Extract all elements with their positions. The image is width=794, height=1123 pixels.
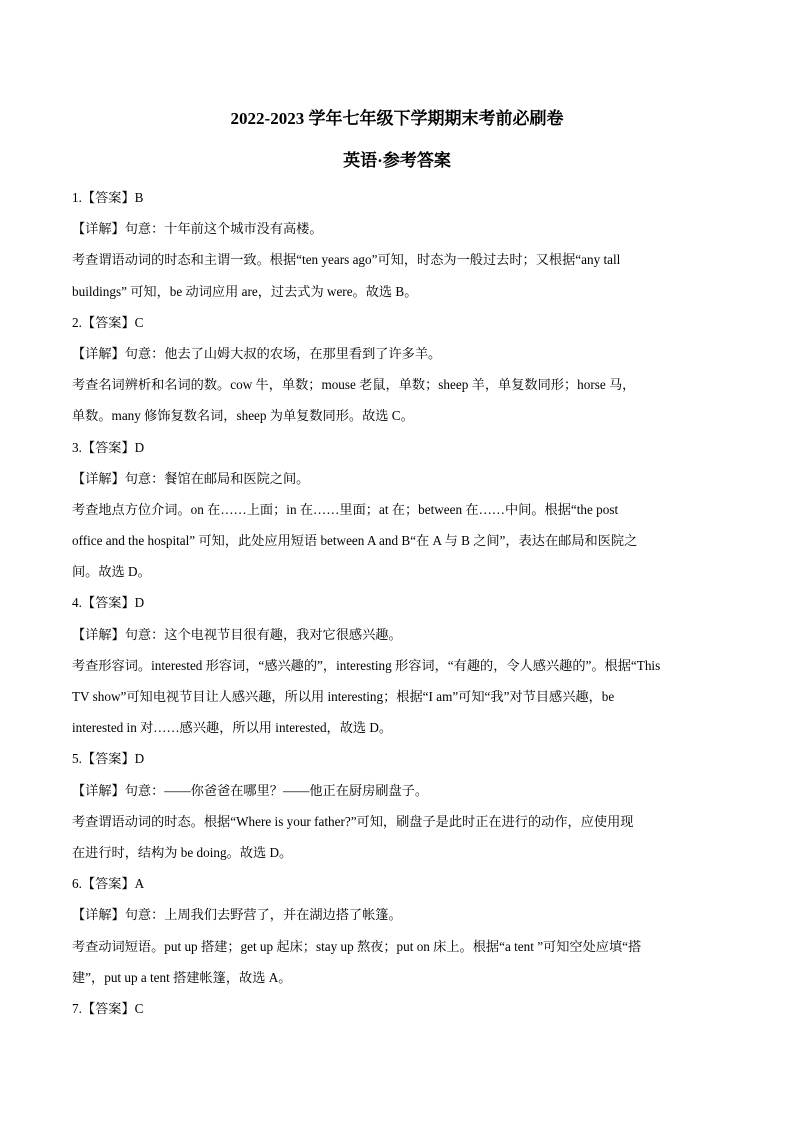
explanation-line: 间。故选 D。	[72, 564, 151, 580]
answer-heading: 3.【答案】D	[72, 439, 145, 455]
answer-heading: 1.【答案】B	[72, 190, 144, 205]
explanation-line: 考查形容词。interested 形容词，“感兴趣的”，interesting 形容词，“有趣的，令人感兴趣的”。根据“This	[72, 657, 661, 673]
explanation-line: 在进行时，结构为 be doing。故选 D。	[72, 844, 293, 860]
document-subtitle: 英语·参考答案	[343, 151, 451, 170]
explanation-line: interested in 对……感兴趣，所以用 interested，故选 D。	[72, 720, 393, 736]
detail-line: 【详解】句意：他去了山姆大叔的农场，在那里看到了许多羊。	[72, 345, 442, 361]
explanation-line: 考查地点方位介词。on 在……上面；in 在……里面；at 在；between 在……中间。根据“the post	[72, 501, 619, 517]
answer-heading: 6.【答案】A	[72, 876, 145, 892]
detail-line: 【详解】句意：——你爸爸在哪里？——他正在厨房刷盘子。	[72, 782, 429, 798]
explanation-line: buildings” 可知，be 动词应用 are，过去式为 were。故选 B。	[72, 283, 418, 299]
explanation-line: 考查谓语动词的时态和主谓一致。根据“ten years ago”可知，时态为一般过去时；又根据“any tall	[72, 252, 621, 268]
answer-heading: 5.【答案】D	[72, 751, 145, 767]
explanation-line: 考查动词短语。put up 搭建；get up 起床；stay up 熬夜；put on 床上。根据“a tent ”可知空处应填“搭	[72, 938, 642, 954]
explanation-line: 考查名词辨析和名词的数。cow 牛，单数；mouse 老鼠，单数；sheep 羊，单复数同形；horse 马，	[72, 377, 636, 393]
detail-line: 【详解】句意：上周我们去野营了，并在湖边搭了帐篷。	[72, 907, 402, 923]
detail-line: 【详解】句意：十年前这个城市没有高楼。	[72, 221, 323, 237]
explanation-line: office and the hospital” 可知，此处应用短语 between A and B“在 A 与 B 之间”，表达在邮局和医院之	[72, 533, 638, 549]
answer-heading: 7.【答案】C	[72, 1000, 144, 1016]
explanation-line: 单数。many 修饰复数名词，sheep 为单复数同形。故选 C。	[72, 408, 414, 424]
answer-heading: 2.【答案】C	[72, 314, 144, 330]
explanation-line: 建”，put up a tent 搭建帐篷，故选 A。	[72, 969, 292, 985]
answer-heading: 4.【答案】D	[72, 595, 145, 611]
document-title: 2022-2023 学年七年级下学期期末考前必刷卷	[230, 109, 564, 128]
detail-line: 【详解】句意：这个电视节目很有趣，我对它很感兴趣。	[72, 626, 402, 642]
explanation-line: 考查谓语动词的时态。根据“Where is your father?”可知，刷盘子是此时正在进行的动作，应使用现	[72, 813, 634, 829]
explanation-line: TV show”可知电视节目让人感兴趣，所以用 interesting；根据“I am”可知“我”对节目感兴趣，be	[72, 689, 615, 704]
detail-line: 【详解】句意：餐馆在邮局和医院之间。	[72, 470, 310, 486]
answer-content	[72, 182, 682, 1024]
